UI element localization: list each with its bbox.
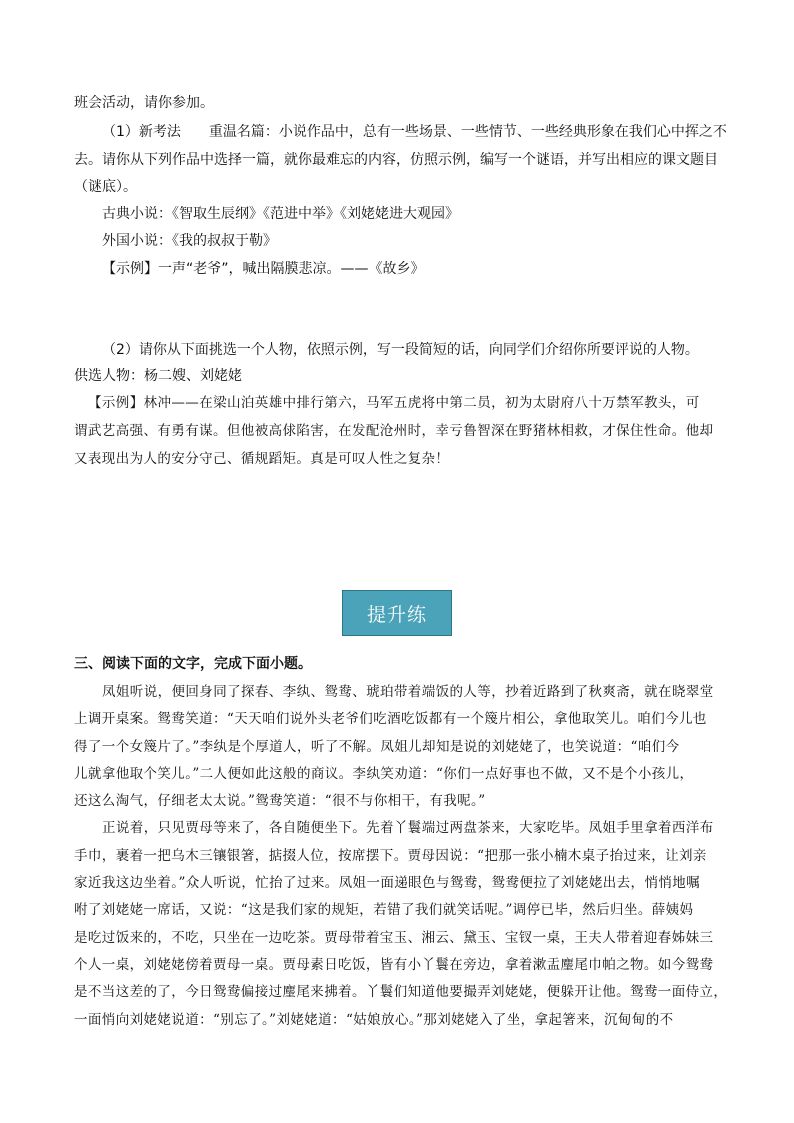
intro-line: 班会活动，请你参加。: [74, 95, 214, 111]
question-1-line-1: （1）新考法 重温名篇：小说作品中，总有一些场景、一些情节、一些经典形象在我们心中挥之不: [102, 124, 727, 140]
question-1-line-2: 去。请你从下列作品中选择一篇，就你最难忘的内容，仿照示例，编写一个谜语，并写出相应的课文题目: [74, 152, 718, 168]
section-three-heading: 三、阅读下面的文字，完成下面小题。: [74, 656, 312, 672]
question-1-line-3: （谜底）。: [74, 179, 137, 195]
passage-line: 一面悄向刘姥姥说道：“别忘了。”刘姥姥道：“姑娘放心。”那刘姥姥入了坐，拿起箸来，沉甸甸的不: [74, 1012, 674, 1028]
classic-novels-line: 古典小说：《智取生辰纲》《范进中举》《刘姥姥进大观园》: [102, 206, 459, 222]
passage-line: 咐了刘姥姥一席话，又说：“这是我们家的规矩，若错了我们就笑话呢。”调停已毕，然后归坐。薛姨妈: [74, 902, 694, 918]
passage-line: 是吃过饭来的，不吃，只坐在一边吃茶。贾母带着宝玉、湘云、黛玉、宝钗一桌，王夫人带着迎春姊妹三: [74, 930, 714, 946]
question-2-candidates: 供选人物：杨二嫂、刘姥姥: [74, 368, 242, 384]
passage-line: 个人一桌，刘姥姥傍着贾母一桌。贾母素日吃饭，皆有小丫鬟在旁边，拿着漱盂麈尾巾帕之物。如今鸳鸯: [74, 957, 714, 973]
passage-line: 家近我这边坐着。”众人听说，忙抬了过来。凤姐一面递眼色与鸳鸯，鸳鸯便拉了刘姥姥出去，悄悄地嘱: [74, 875, 701, 891]
passage-line: 上调开桌案。鸳鸯笑道：“天天咱们说外头老爷们吃酒吃饭都有一个篾片相公，拿他取笑儿。咱们今儿也: [74, 711, 707, 727]
passage-line: 得了一个女篾片了。”李纨是个厚道人，听了不解。凤姐儿却知是说的刘姥姥了，也笑说道：“咱们今: [74, 739, 680, 755]
example-2-line-1: 【示例】林冲——在梁山泊英雄中排行第六，马军五虎将中第二员，初为太尉府八十万禁军教头，可: [88, 395, 700, 411]
passage-line: 儿就拿他取个笑儿。”二人便如此这般的商议。李纨笑劝道：“你们一点好事也不做，又不是个小孩儿，: [74, 766, 694, 782]
example-1-line: 【示例】一声“老爷”，喊出隔膜悲凉。——《故乡》: [102, 261, 425, 277]
passage-line: 是不当这差的了，今日鸳鸯偏接过麈尾来拂着。丫鬟们知道他要撮弄刘姥姥，便躲开让他。鸳鸯一面侍立，: [74, 984, 728, 1000]
section-banner: [342, 590, 452, 636]
foreign-novels-line: 外国小说：《我的叔叔于勒》: [102, 233, 277, 249]
passage-line: 还这么淘气，仔细老太太说。”鸳鸯笑道：“很不与你相干，有我呢。”: [74, 793, 486, 809]
passage-line: 手巾，裹着一把乌木三镶银箸，掂掇人位，按席摆下。贾母因说：“把那一张小楠木桌子抬过来，让刘亲: [74, 848, 707, 864]
example-2-line-2: 谓武艺高强、有勇有谋。但他被高俅陷害，在发配沧州时，幸亏鲁智深在野猪林相救，才保住性命。他却: [74, 423, 714, 439]
passage-line: 凤姐听说，便回身同了探春、李纨、鸳鸯、琥珀带着端饭的人等，抄着近路到了秋爽斋，就在晓翠堂: [102, 684, 714, 700]
passage-line: 正说着，只见贾母等来了，各自随便坐下。先着丫鬟端过两盘茶来，大家吃毕。凤姐手里拿着西洋布: [102, 820, 714, 836]
section-banner-label: 提升练: [366, 603, 427, 626]
question-2-line-1: （2）请你从下面挑选一个人物，依照示例，写一段简短的话，向同学们介绍你所要评说的人物。: [102, 342, 699, 358]
example-2-line-3: 又表现出为人的安分守己、循规蹈矩。真是可叹人性之复杂！: [74, 451, 450, 467]
